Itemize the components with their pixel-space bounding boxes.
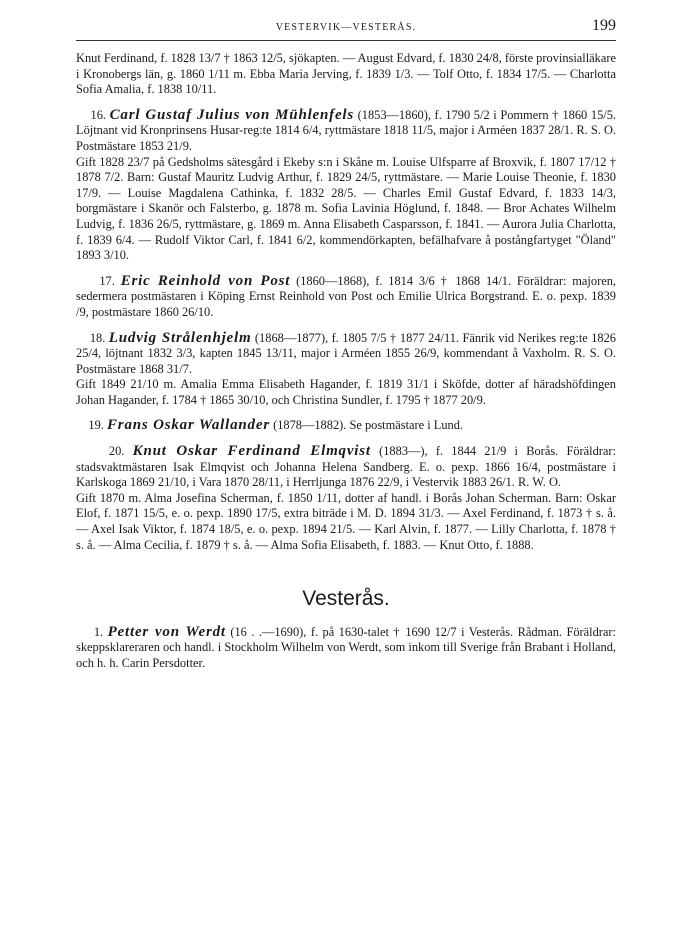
page-body xyxy=(76,51,616,672)
entry-text: (1883—), f. 1844 21/9 i Borås. Föräldrar: stadsvaktmästaren Isak Elmqvist och Johanna Helena Sandberg. E. o. pexp. 1866 16/4, postmästare i Karlskoga 1869 21/10, i Vara 1870 28/11, i Herrljunga 1876 22/9, i Vestervik 1883 26/1. R. W. O. xyxy=(76,444,617,490)
entry-16 xyxy=(76,108,616,264)
entry-text: (1860—1868), f. 1814 3/6 † 1868 14/1. Föräldrar: majoren, sedermera postmästaren i Köping Ernst Reinhold von Post och Emilie Ulrica Borgstrand. E. o. pexp. 1839 /9, postmästare 1860 26/10. xyxy=(76,273,616,319)
section-heading: Vesterås. xyxy=(302,587,390,611)
page-header xyxy=(76,18,616,41)
entry-name: Knut Oskar Ferdinand Elmqvist xyxy=(132,443,371,460)
entry-number: 16. xyxy=(90,107,106,122)
entry-number: 19. xyxy=(88,418,104,433)
entry-name: Ludvig Strålenhjelm xyxy=(108,329,252,346)
entry-text: (1853—1860), f. 1790 5/2 i Pommern † 1860 15/5. Löjtnant vid Kronprinsens Husar-reg:te 1814 6/4, ryttmästare 1818 11/5, major i Arméen 1837 28/1. R. S. O. Postmästare 1853 21/9. xyxy=(76,107,617,153)
entry-name: Eric Reinhold von Post xyxy=(120,272,291,289)
entry-name: Frans Oskar Wallander xyxy=(107,417,270,434)
entry-text: (1878—1882). Se postmästare i Lund. xyxy=(269,418,464,433)
entry-number: 20. xyxy=(108,444,125,459)
entry-17 xyxy=(76,274,616,321)
entry-marriage: Gift 1870 m. Alma Josefina Scherman, f. 1850 1/11, dotter af handl. i Borås Johan Scherman. Barn: Oskar Elof, f. 1871 15/5, e. o. pexp. 1890 17/5, extra biträde i M. D. 1894 31/3. — Axel Ferdinand, f. 1873 † s. å. — Axel Isak Viktor, f. 1874 18/5, e. o. pexp. 1894 21/5. — Karl Alvin, f. 1877. — Lilly Charlotta, f. 1878 † s. å. — Alma Cecilia, f. 1879 † s. å. — Alma Sofia Elisabeth, f. 1883. — Knut Otto, f. 1888. xyxy=(76,490,616,552)
entry-number: 17. xyxy=(99,273,115,288)
entry-text: (16 . .—1690), f. på 1630-talet † 1690 12/7 i Vesterås. Rådman. Föräldrar: skeppsklareraren och handl. i Stockholm Wilhelm von Werdt, som inkom till Sverige från Brabant i Holland, och h. h. Carin Persdotter. xyxy=(76,624,616,670)
entry-19 xyxy=(76,418,616,434)
entry-text: (1868—1877), f. 1805 7/5 † 1877 24/11. Fänrik vid Nerikes reg:te 1826 25/4, löjtnant 1832 3/3, kapten 1845 13/11, major i Arméen 1855 26/9, kommendant å Vaxholm. R. S. O. Postmästare 1868 31/7. xyxy=(76,330,616,376)
entry-number: 18. xyxy=(89,330,106,345)
running-title: VESTERVIK—VESTERÅS. xyxy=(275,22,417,33)
entry-name: Carl Gustaf Julius von Mühlenfels xyxy=(109,106,355,123)
entry-20 xyxy=(76,444,616,553)
entry-marriage: Gift 1849 21/10 m. Amalia Emma Elisabeth Hagander, f. 1819 31/1 i Sköfde, dotter af häradshöfdingen Johan Hagander, f. 1784 † 1865 30/10, och Christina Sundler, f. 1795 † 1877 20/9. xyxy=(76,377,616,407)
section-entry-1 xyxy=(76,625,616,672)
entry-18 xyxy=(76,331,616,409)
top-paragraph: Knut Ferdinand, f. 1828 13/7 † 1863 12/5, sjökapten. — August Edvard, f. 1830 24/8, förste provinsialläkare i Kronobergs län, g. 1860 1/11 m. Ebba Maria Jerving, f. 1839 1/3. — Tolf Otto, f. 1834 17/5. — Charlotta Sofia Amalia, f. 1838 10/11. xyxy=(76,51,616,97)
page xyxy=(76,18,616,672)
entry-number: 1. xyxy=(93,624,104,639)
entry-name: Petter von Werdt xyxy=(107,623,226,640)
entry-marriage: Gift 1828 23/7 på Gedsholms sätesgård i Ekeby s:n i Skåne m. Louise Ulfsparre af Broxvik, f. 1807 17/12 † 1878 7/2. Barn: Gustaf Mauritz Ludvig Arthur, f. 1829 24/5, ryttmästare. — Marie Louise Theonie, f. 1830 17/9. — Louise Magdalena Cathinka, f. 1832 28/5. — Charles Emil Gustaf Edvard, f. 1833 14/3, borgmästare i Skanör och Falsterbo, g. 1878 m. Sofia Lavinia Höglund, f. 1848. — Bror Achates Wilhelm Ludvig, f. 1836 26/5, ryttmästare, g. 1869 m. Anna Elisabeth Casparsson, f. 1841. — Aurora Julia Charlotta, f. 1839 6/4. — Rudolf Viktor Carl, f. 1841 6/2, kommendörkapten, befälhafvare å postångfartyget "Öland" 1893 3/10. xyxy=(76,154,616,263)
page-number: 199 xyxy=(592,17,616,34)
